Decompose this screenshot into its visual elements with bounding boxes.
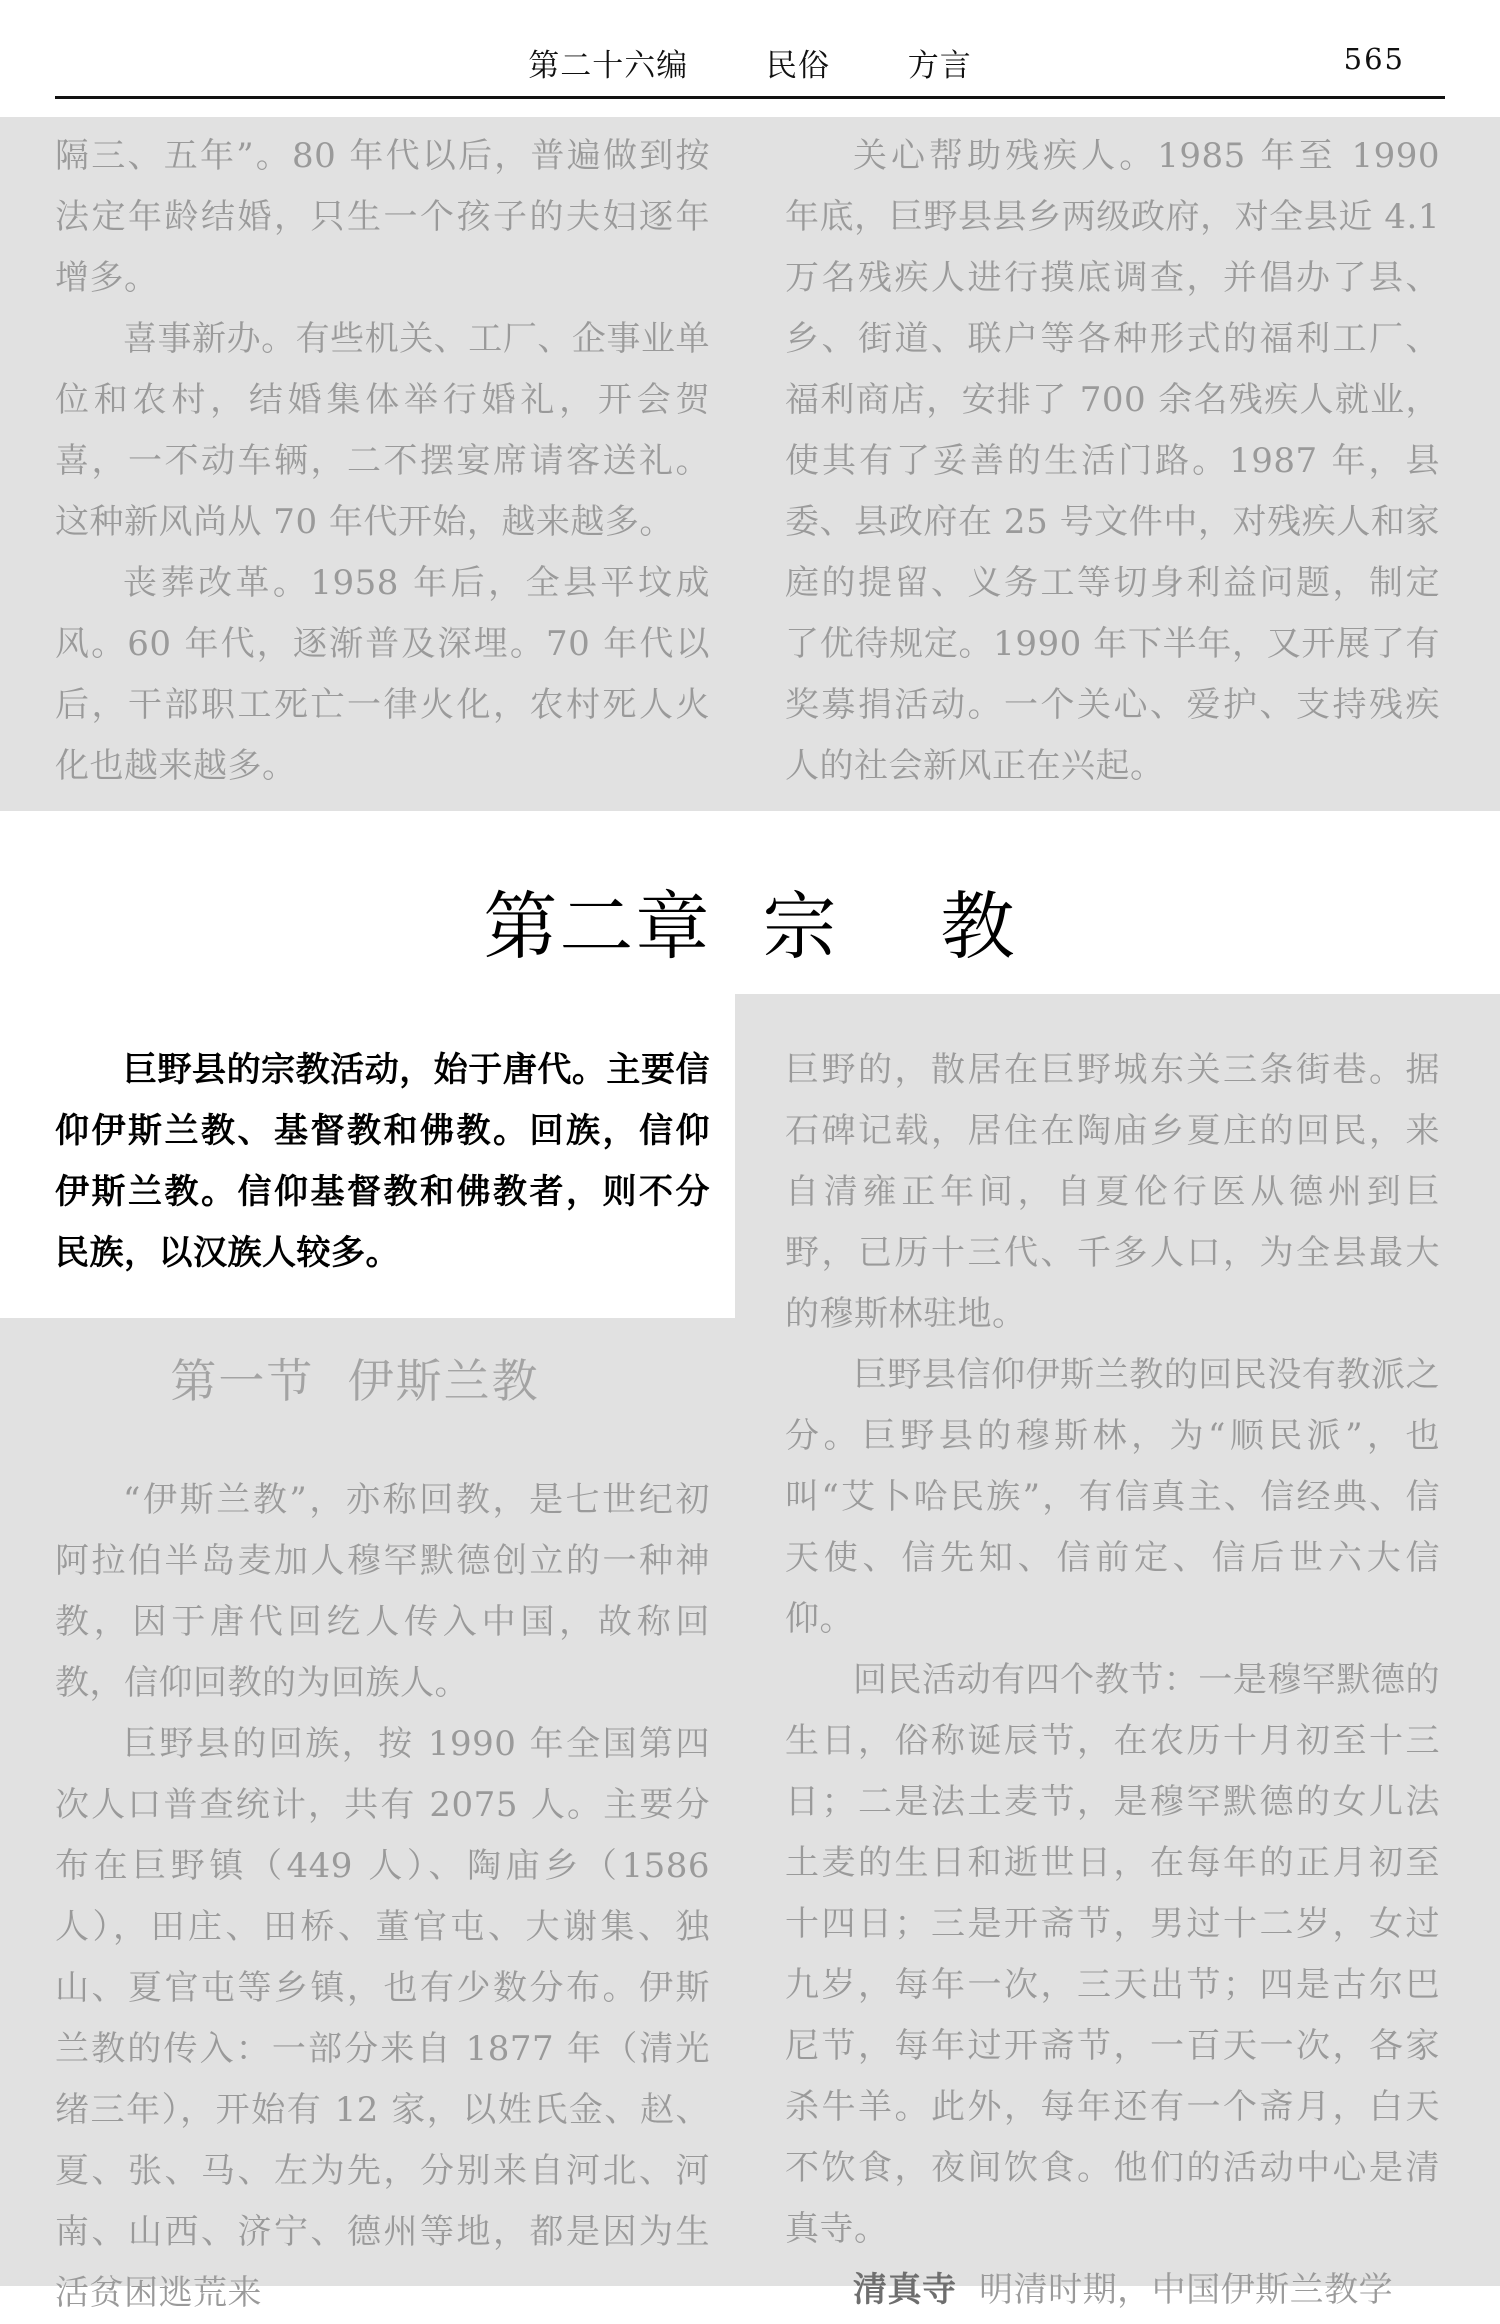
paragraph: 巨野的，散居在巨野城东关三条街巷。据石碑记载，居住在陶庙乡夏庄的回民，来自清雍正年间，自夏伦行医从德州到巨野，已历十三代、千多人口，为全县最大的穆斯林驻地。: [785, 1050, 1440, 1334]
top-right-column: [785, 126, 1440, 797]
paragraph: 巨野县信仰伊斯兰教的回民没有教派之分。巨野县的穆斯林，为“顺民派”，也叫“艾卜哈民族”，有信真主、信经典、信天使、信先知、信前定、信后世六大信仰。: [785, 1355, 1440, 1639]
paragraph: 巨野县的回族，按 1990 年全国第四次人口普查统计，共有 2075 人。主要分布在巨野镇（449 人）、陶庙乡（1586 人），田庄、田桥、董官屯、大谢集、独山、夏官屯等乡镇，也有少数分布。伊斯兰教的传入：一部分来自 1877 年（清光绪三年），开始有 12 家，以姓氏金、赵、夏、张、马、左为先，分别来自河北、河南、山西、济宁、德州等地，都是因为生活贫困逃荒来: [55, 1724, 710, 2313]
paragraph: [785, 2260, 1440, 2321]
paragraph: 隔三、五年”。80 年代以后，普遍做到按法定年龄结婚，只生一个孩子的夫妇逐年增多。: [55, 136, 710, 298]
chapter-title: 第二章 宗 教: [483, 884, 1017, 970]
paragraph: 回民活动有四个教节：一是穆罕默德的生日，俗称诞辰节，在农历十月初至十三日；二是法土麦节，是穆罕默德的女儿法土麦的生日和逝世日，在每年的正月初至十四日；三是开斋节，男过十二岁，女过九岁，每年一次，三天出节；四是古尔巴尼节，每年过开斋节，一百天一次，各家杀牛羊。此外，每年还有一个斋月，白天不饮食，夜间饮食。他们的活动中心是清真寺。: [785, 1660, 1440, 2249]
paragraph: 关心帮助残疾人。1985 年至 1990 年底，巨野县县乡两级政府，对全县近 4.1 万名残疾人进行摸底调查，并倡办了县、乡、街道、联户等各种形式的福利工厂、福利商店，安排了 700 余名残疾人就业，使其有了妥善的生活门路。1987 年，县委、县政府在 25 号文件中，对残疾人和家庭的提留、义务工等切身利益问题，制定了优待规定。1990 年下半年，又开展了有奖募捐活动。一个关心、爱护、支持残疾人的社会新风正在兴起。: [785, 136, 1440, 786]
paragraph: 丧葬改革。1958 年后，全县平坟成风。60 年代，逐渐普及深埋。70 年代以后，干部职工死亡一律火化，农村死人火化也越来越多。: [55, 563, 710, 786]
top-left-column: [55, 126, 710, 797]
paragraph: “伊斯兰教”，亦称回教，是七世纪初阿拉伯半岛麦加人穆罕默德创立的一种神教，因于唐代回纥人传入中国，故称回教，信仰回教的为回族人。: [55, 1480, 710, 1703]
page-number: 565: [1343, 42, 1405, 76]
paragraph: 喜事新办。有些机关、工厂、企事业单位和农村，结婚集体举行婚礼，开会贺喜，一不动车辆，二不摆宴席请客送礼。这种新风尚从 70 年代开始，越来越多。: [55, 319, 710, 542]
bottom-right-column: [785, 1040, 1440, 2321]
running-title: 第二十六编 民俗 方言: [528, 48, 972, 84]
paragraph-text: 明清时期，中国伊斯兰教学: [956, 2270, 1394, 2310]
term-heading: 清真寺: [853, 2270, 957, 2310]
page-header: [55, 0, 1445, 99]
intro-paragraph: 巨野县的宗教活动，始于唐代。主要信仰伊斯兰教、基督教和佛教。回族，信仰伊斯兰教。信仰基督教和佛教者，则不分民族，以汉族人较多。: [55, 1050, 710, 1273]
bottom-left-column: [55, 1470, 710, 2324]
section-title: 第一节 伊斯兰教: [170, 1354, 540, 1408]
chapter-intro: [55, 1040, 710, 1284]
